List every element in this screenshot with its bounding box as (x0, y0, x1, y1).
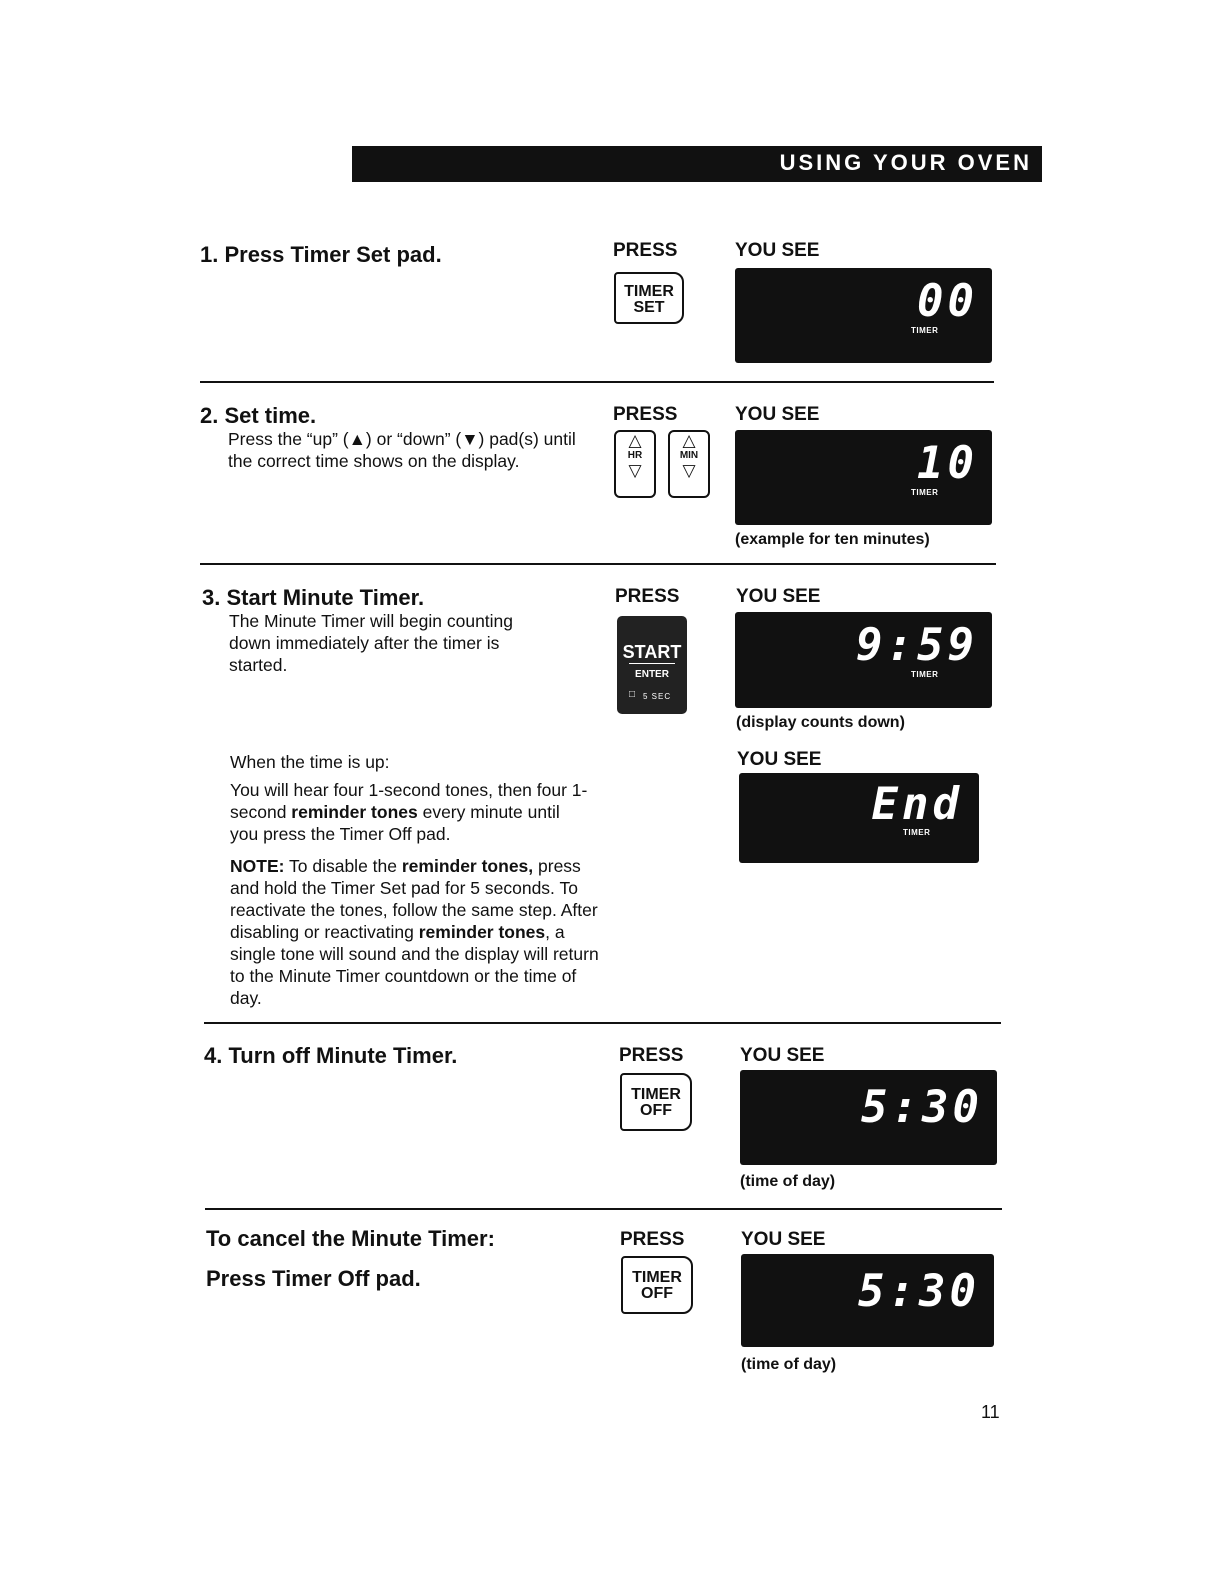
divider (200, 381, 994, 383)
pad-label: HR (627, 450, 643, 461)
cancel-title: To cancel the Minute Timer: (206, 1226, 495, 1251)
up-arrow-icon[interactable]: △ (682, 431, 696, 450)
hour-arrow-pad[interactable] (614, 430, 656, 498)
step-1-title: 1. Press Timer Set pad. (200, 242, 442, 267)
down-arrow-icon[interactable]: ▽ (682, 461, 696, 480)
display-caption: (time of day) (741, 1356, 837, 1373)
timer-off-pad[interactable] (621, 1256, 693, 1314)
clock-display (741, 1254, 994, 1347)
you-see-label: YOU SEE (735, 240, 820, 261)
time-up-label: When the time is up: (230, 752, 390, 772)
display-caption: (example for ten minutes) (735, 531, 930, 548)
press-label: PRESS (613, 240, 678, 261)
text-run: every minute until you press the Timer Off pad. (230, 802, 560, 844)
display-value: 10 (917, 438, 978, 489)
display-label: TIMER (911, 670, 939, 679)
display-value: 5:30 (858, 1266, 980, 1317)
tones-text (230, 779, 590, 845)
display-label: TIMER (903, 828, 931, 837)
press-label: PRESS (615, 586, 680, 607)
step-4-title: 4. Turn off Minute Timer. (204, 1043, 458, 1068)
section-banner (352, 146, 1042, 182)
pad-label: MIN (679, 450, 699, 461)
step-3-title: 3. Start Minute Timer. (202, 585, 425, 610)
you-see-label: YOU SEE (735, 404, 820, 425)
display-value: 00 (917, 276, 978, 327)
you-see-label: YOU SEE (740, 1045, 825, 1066)
text-run: , a single tone will sound and the display will return to the Minute Timer countdown or the time of day. (230, 922, 599, 1008)
display-caption: (display counts down) (736, 714, 905, 731)
press-label: PRESS (613, 404, 678, 425)
start-label: START (622, 642, 682, 662)
note-label: NOTE: (230, 856, 285, 876)
timer-display (735, 430, 992, 525)
you-see-label: YOU SEE (736, 586, 821, 607)
enter-label: ENTER (635, 669, 669, 680)
display-label: TIMER (911, 326, 939, 335)
display-value: 5:30 (861, 1082, 983, 1133)
divider (204, 1022, 1001, 1024)
text-run-bold: reminder tones (418, 922, 546, 942)
pad-label: TIMER (631, 1086, 681, 1103)
display-caption: (time of day) (740, 1173, 836, 1190)
step-3-body: The Minute Timer will begin counting down immediately after the timer is started. (229, 611, 514, 675)
cancel-subtitle: Press Timer Off pad. (206, 1266, 421, 1291)
display-value: End (871, 779, 963, 830)
text-run-bold: reminder tones (291, 802, 418, 822)
timer-off-pad[interactable] (620, 1073, 692, 1131)
minute-arrow-pad[interactable] (668, 430, 710, 498)
display-label: TIMER (911, 488, 939, 497)
hold-label: 5 SEC (643, 692, 672, 701)
down-arrow-icon[interactable]: ▽ (628, 461, 642, 480)
pad-label: TIMER (632, 1269, 682, 1286)
text-run: You will hear four 1-second tones, then four 1-second (230, 780, 588, 822)
text-run-bold: reminder tones, (401, 856, 534, 876)
pad-label: TIMER (624, 283, 674, 300)
pad-label: OFF (640, 1102, 672, 1119)
lock-icon: □ (629, 689, 636, 700)
pad-divider (629, 663, 675, 664)
timer-set-pad[interactable] (614, 272, 684, 324)
note-text (230, 855, 604, 1009)
step-2-title: 2. Set time. (200, 403, 317, 428)
pad-label: OFF (641, 1285, 673, 1302)
you-see-label: YOU SEE (737, 749, 822, 770)
section-title: USING YOUR OVEN (779, 150, 1032, 175)
divider (200, 563, 996, 565)
step-2-body: Press the “up” (▲) or “down” (▼) pad(s) until the correct time shows on the display. (228, 429, 576, 471)
timer-display (735, 268, 992, 363)
press-label: PRESS (619, 1045, 684, 1066)
start-enter-pad[interactable] (617, 616, 687, 714)
timer-display (735, 612, 992, 708)
text-run: To disable the (284, 856, 402, 876)
end-display (739, 773, 979, 863)
pad-label: SET (633, 299, 665, 316)
divider (205, 1208, 1002, 1210)
up-arrow-icon[interactable]: △ (628, 431, 642, 450)
clock-display (740, 1070, 997, 1165)
text-run: press and hold the Timer Set pad for 5 seconds. To reactivate the tones, follow the same step. After disabling or reactivating (230, 856, 598, 942)
you-see-label: YOU SEE (741, 1229, 826, 1250)
display-value: 9:59 (856, 620, 978, 671)
press-label: PRESS (620, 1229, 685, 1250)
page-number: 11 (981, 1402, 1000, 1422)
